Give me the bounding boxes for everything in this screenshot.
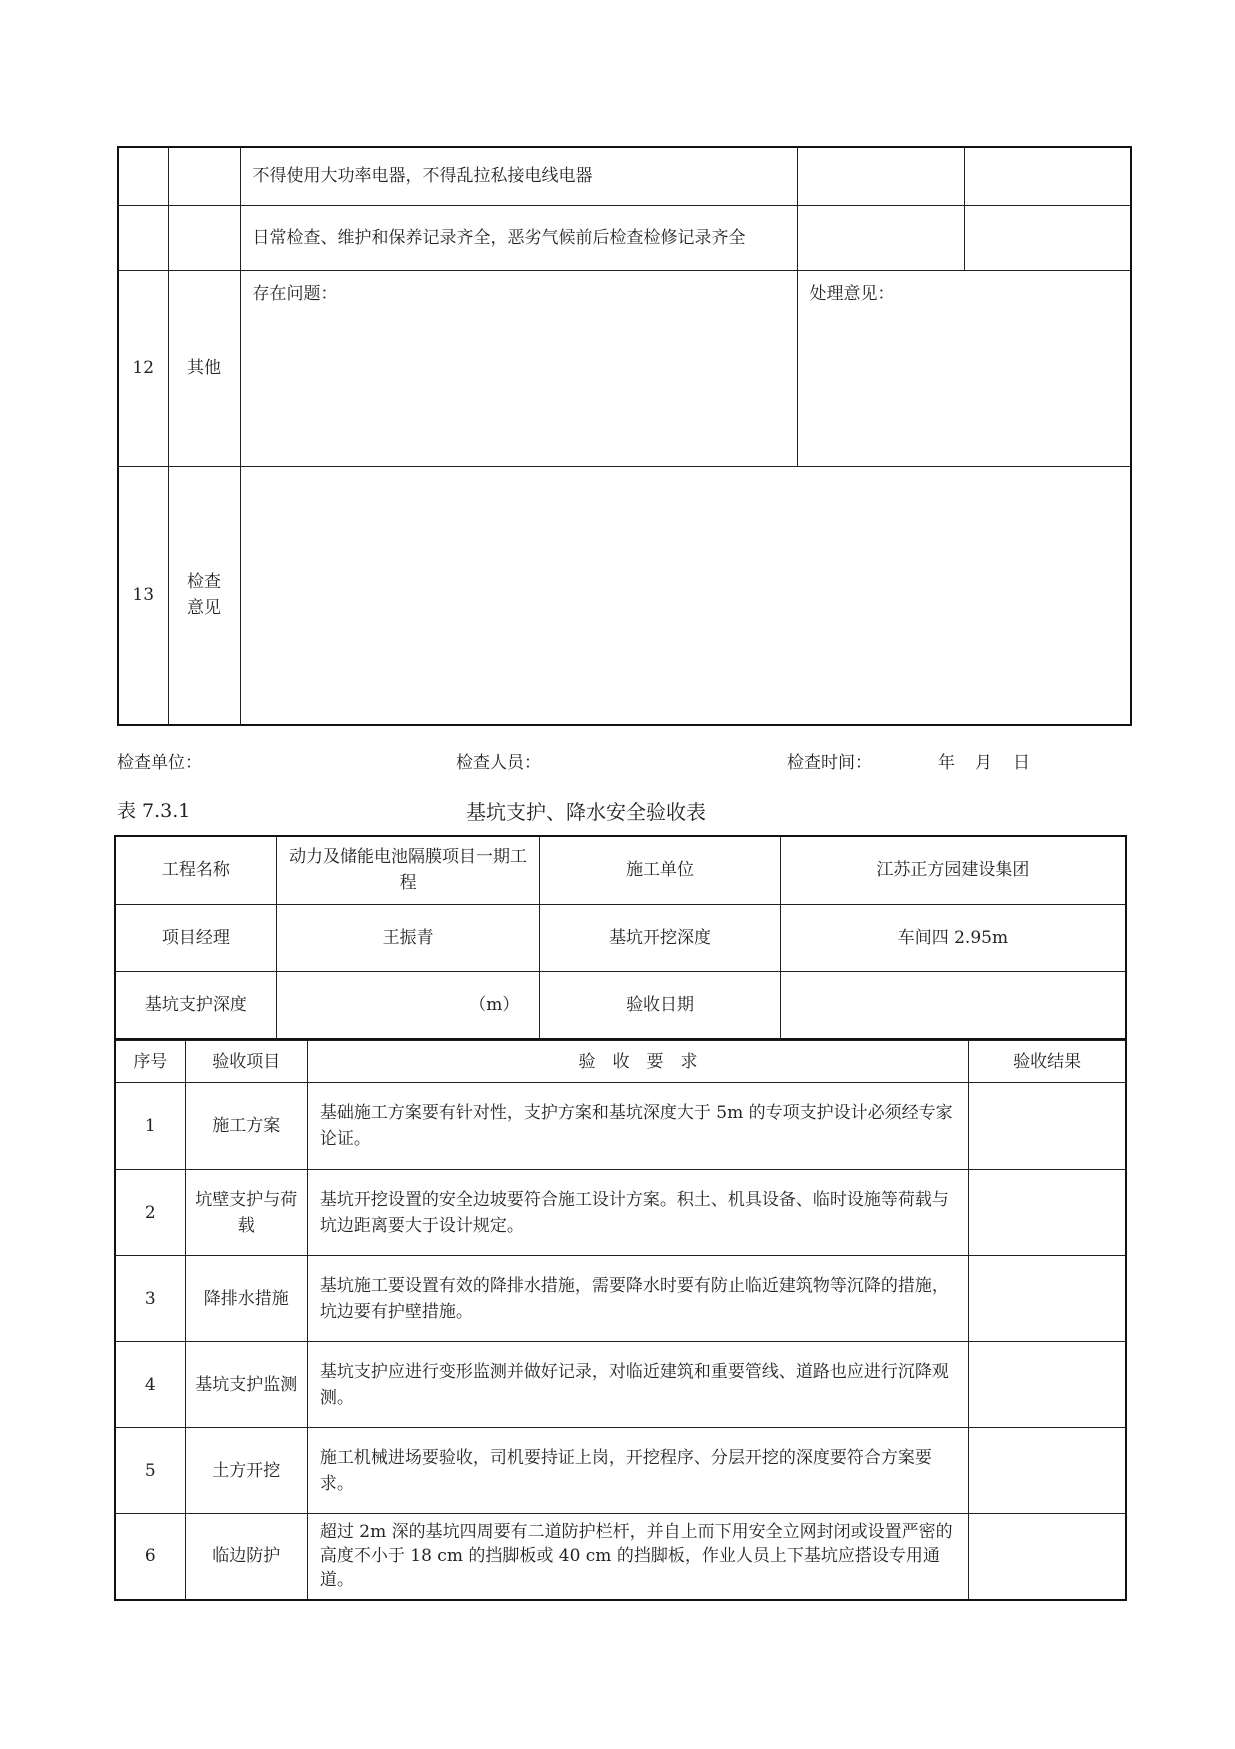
- project-name-value: 动力及储能电池隔膜项目一期工程: [276, 836, 540, 904]
- result-cell: [797, 205, 964, 270]
- table-number: 表 7.3.1: [117, 800, 191, 822]
- row-result: [969, 1256, 1126, 1342]
- row-result: [969, 1514, 1126, 1600]
- item-line: 检查: [187, 572, 221, 593]
- row-requirement: 基坑开挖设置的安全边坡要符合施工设计方案。积土、机具设备、临时设施等荷载与坑边距离要大于设计规定。: [307, 1170, 968, 1256]
- opinion-label: 处理意见：: [797, 270, 1131, 466]
- row-number: 6: [115, 1514, 185, 1600]
- row-item: 降排水措施: [185, 1256, 307, 1342]
- row-result: [969, 1428, 1126, 1514]
- row-item-cell: [168, 205, 240, 270]
- row-item: 临边防护: [185, 1514, 307, 1600]
- row-item: 其他: [168, 270, 240, 466]
- inspection-opinion-area: [240, 466, 1131, 725]
- row-result: [969, 1170, 1126, 1256]
- column-header-item: 验收项目: [185, 1041, 307, 1083]
- acceptance-checklist-table: [114, 1040, 1127, 1601]
- row-item-cell: [168, 147, 240, 205]
- row-requirement: 基坑支护应进行变形监测并做好记录，对临近建筑和重要管线、道路也应进行沉降观测。: [307, 1342, 968, 1428]
- row-item: 土方开挖: [185, 1428, 307, 1514]
- table-row: [115, 1256, 1126, 1342]
- row-result: [969, 1083, 1126, 1170]
- table-row: [115, 1170, 1126, 1256]
- support-depth-label: 基坑支护深度: [115, 971, 276, 1039]
- row-result: [969, 1342, 1126, 1428]
- row-number: 12: [118, 270, 168, 466]
- row-requirement: 施工机械进场要验收，司机要持证上岗，开挖程序、分层开挖的深度要符合方案要求。: [307, 1428, 968, 1514]
- manager-label: 项目经理: [115, 904, 276, 971]
- inspection-table-continued: [117, 146, 1132, 726]
- row-item: 坑壁支护与荷载: [185, 1170, 307, 1256]
- remark-cell: [964, 147, 1131, 205]
- row-no-cell: [118, 205, 168, 270]
- day-label: 日: [1013, 753, 1030, 773]
- requirement-cell: 日常检查、维护和保养记录齐全，恶劣气候前后检查检修记录齐全: [240, 205, 797, 270]
- column-header-no: 序号: [115, 1041, 185, 1083]
- row-no-cell: [118, 147, 168, 205]
- row-requirement: 基础施工方案要有针对性，支护方案和基坑深度大于 5m 的专项支护设计必须经专家论证。: [307, 1083, 968, 1170]
- month-label: 月: [975, 753, 992, 773]
- contractor-value: 江苏正方园建设集团: [780, 836, 1126, 904]
- table-row: [115, 1342, 1126, 1428]
- table-header-row: [115, 1041, 1126, 1083]
- row-number: 5: [115, 1428, 185, 1514]
- contractor-label: 施工单位: [540, 836, 780, 904]
- acceptance-date-label: 验收日期: [540, 971, 780, 1039]
- inspector-label: 检查人员：: [456, 753, 541, 773]
- excavation-depth-label: 基坑开挖深度: [540, 904, 780, 971]
- row-item: 基坑支护监测: [185, 1342, 307, 1428]
- table-row: [115, 1083, 1126, 1170]
- row-requirement: 基坑施工要设置有效的降排水措施，需要降水时要有防止临近建筑物等沉降的措施，坑边要有护壁措施。: [307, 1256, 968, 1342]
- problem-label: 存在问题：: [240, 270, 797, 466]
- year-label: 年: [938, 753, 955, 773]
- row-number: 2: [115, 1170, 185, 1256]
- remark-cell: [964, 205, 1131, 270]
- excavation-depth-value: 车间四 2.95m: [780, 904, 1126, 971]
- table-title: 基坑支护、降水安全验收表: [466, 800, 706, 824]
- column-header-requirement: 验 收 要 求: [307, 1041, 968, 1083]
- row-number: 3: [115, 1256, 185, 1342]
- inspection-time-label: 检查时间：: [787, 753, 872, 773]
- support-depth-unit: （m）: [276, 971, 540, 1039]
- requirement-cell: 不得使用大功率电器，不得乱拉私接电线电器: [240, 147, 797, 205]
- project-info-table: [114, 835, 1127, 1040]
- acceptance-date-value: [780, 971, 1126, 1039]
- result-cell: [797, 147, 964, 205]
- row-requirement: 超过 2m 深的基坑四周要有二道防护栏杆，并自上而下用安全立网封闭或设置严密的高度不小于 18 cm 的挡脚板或 40 cm 的挡脚板，作业人员上下基坑应搭设专用通道。: [307, 1514, 968, 1600]
- row-item: [168, 466, 240, 725]
- table-row: [115, 1514, 1126, 1600]
- manager-value: 王振青: [276, 904, 540, 971]
- column-header-result: 验收结果: [969, 1041, 1126, 1083]
- row-item: 施工方案: [185, 1083, 307, 1170]
- table-row: [115, 1428, 1126, 1514]
- row-number: 4: [115, 1342, 185, 1428]
- row-number: 1: [115, 1083, 185, 1170]
- item-line: 意见: [187, 598, 221, 619]
- project-name-label: 工程名称: [115, 836, 276, 904]
- inspection-unit-label: 检查单位：: [117, 753, 202, 773]
- row-number: 13: [118, 466, 168, 725]
